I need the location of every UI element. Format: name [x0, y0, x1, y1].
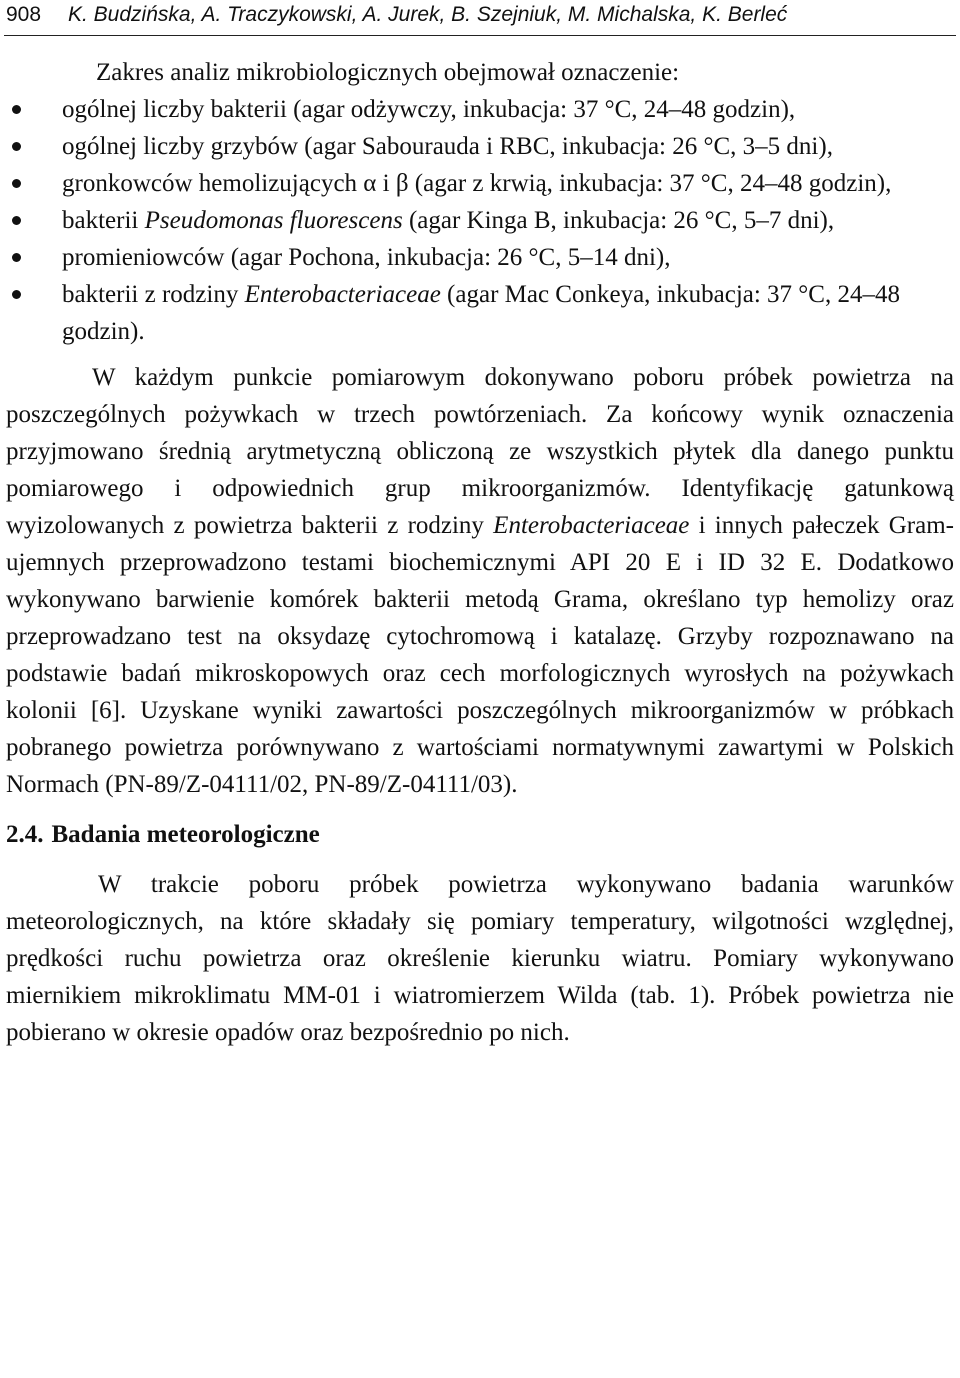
bullet-icon [12, 142, 21, 151]
list-item [6, 239, 954, 276]
list-item-text: bakterii z rodziny [62, 281, 245, 308]
list-item [6, 276, 954, 350]
analysis-list [6, 91, 954, 350]
page-body [6, 54, 954, 1051]
paragraph-text: i innych pałeczek Gram-ujemnych przeprowadzono testami biochemicznymi API 20 E i ID 32 E. Dodatkowo wykonywano barwienie komórek bakterii metodą Grama, określano typ hemolizy oraz przeprowadzano test na oksydazę cytochromową i katalazę. Grzyby rozpoznawano na podstawie badań mikroskopowych oraz cech morfologicznych wyrosłych na pożywkach kolonii [6]. Uzyskane wyniki zawartości poszczególnych mikroorganizmów w próbkach pobranego powietrza porównywano z wartościami normatywnymi zawartymi w Polskich Normach (PN-89/Z-04111/02, PN-89/Z-04111/03). [6, 512, 954, 798]
page-number: 908 [6, 3, 42, 26]
section-heading [6, 816, 954, 853]
meteorology-paragraph: W trakcie poboru próbek powietrza wykonywano badania warunków meteorologicznych, na które składały się pomiary temperatury, wilgotności względnej, prędkości ruchu powietrza oraz określenie kierunku wiatru. Pomiary wykonywano miernikiem mikroklimatu MM-01 i wiatromierzem Wilda (tab. 1). Próbek powietrza nie pobierano w okresie opadów oraz bezpośrednio po nich. [6, 871, 954, 1046]
section-title: Badania meteorologiczne [51, 821, 320, 848]
header-rule [4, 35, 956, 36]
list-item-text: gronkowców hemolizujących α i β (agar z krwią, inkubacja: 37 °C, 24–48 godzin), [62, 170, 892, 197]
methods-paragraph [6, 359, 954, 803]
running-authors: K. Budzińska, A. Traczykowski, A. Jurek, B. Szejniuk, M. Michalska, K. Berleć [68, 3, 788, 26]
list-item-text: ogólnej liczby bakterii (agar odżywczy, inkubacja: 37 °C, 24–48 godzin), [62, 96, 796, 123]
list-item-text: (agar Kinga B, inkubacja: 26 °C, 5–7 dni), [402, 207, 835, 234]
section-number: 2.4. [6, 821, 44, 848]
list-item-text: bakterii [62, 207, 145, 234]
bullet-icon [12, 105, 21, 114]
list-item [6, 91, 954, 128]
list-item [6, 128, 954, 165]
family-name: Enterobacteriaceae [493, 512, 690, 539]
list-item-text: ogólnej liczby grzybów (agar Sabourauda i RBC, inkubacja: 26 °C, 3–5 dni), [62, 133, 833, 160]
list-item [6, 165, 954, 202]
running-header [4, 2, 958, 40]
family-name: Enterobacteriaceae [244, 281, 441, 308]
bullet-icon [12, 253, 21, 262]
species-name: Pseudomonas fluorescens [144, 207, 403, 234]
list-item-text: (agar Mac Conkeya, inkubacja: 37 °C, 24–48 godzin). [62, 281, 900, 345]
paragraph-text: W każdym punkcie pomiarowym dokonywano poboru próbek powietrza na poszczególnych pożywkach w trzech powtórzeniach. Za końcowy wynik oznaczenia przyjmowano średnią arytmetyczną obliczoną ze wszystkich płytek dla danego punktu pomiarowego i odpowiednich grup mikroorganizmów. Identyfikację gatunkową wyizolowanych z powietrza bakterii z rodziny [6, 364, 954, 539]
bullet-icon [12, 290, 21, 299]
list-item [6, 202, 954, 239]
bullet-icon [12, 216, 21, 225]
bullet-icon [12, 179, 21, 188]
list-item-text: promieniowców (agar Pochona, inkubacja: 26 °C, 5–14 dni), [62, 244, 671, 271]
list-intro: Zakres analiz mikrobiologicznych obejmował oznaczenie: [96, 59, 680, 86]
